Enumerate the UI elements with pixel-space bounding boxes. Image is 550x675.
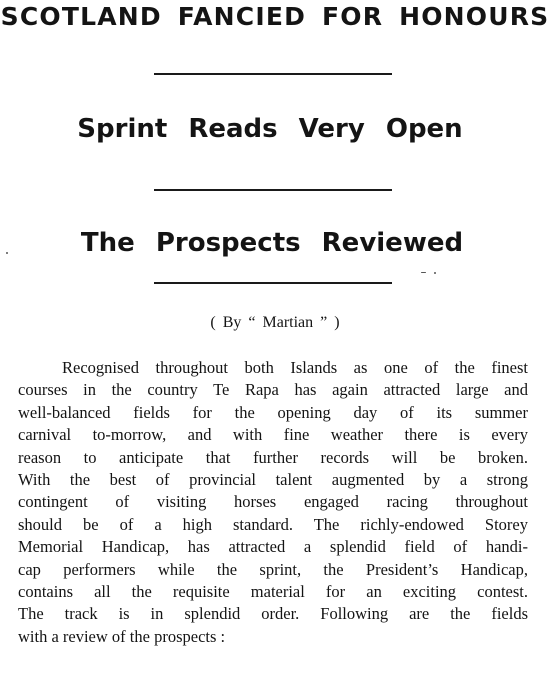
body-line: contains all the requisite material for an exciting contest. — [18, 581, 528, 601]
body-line: contingent of visiting horses engaged racing throughout — [18, 492, 528, 512]
body-line: well-balanced fields for the opening day of its summer — [18, 402, 528, 422]
byline: ( By “ Martian ” ) — [210, 314, 340, 331]
print-speck — [421, 272, 426, 273]
body-line: with a review of the prospects : — [18, 626, 226, 646]
body-line: With the best of provincial talent augmented by a strong — [18, 469, 528, 489]
subheading-prospects: The Prospects Reviewed — [80, 228, 464, 258]
body-line: Recognised throughout both Islands as one of the finest — [62, 358, 528, 377]
body-line: reason to anticipate that further records will be broken. — [18, 447, 528, 467]
body-line: should be of a high standard. The richly-endowed Storey — [18, 514, 528, 534]
body-line: carnival to-morrow, and with fine weather there is every — [18, 425, 528, 445]
body-line: The track is in splendid order. Following are the fields — [18, 604, 528, 624]
body-line: Memorial Handicap, has attracted a splendid field of handi- — [18, 537, 528, 557]
divider-rule — [154, 282, 392, 284]
headline: SCOTLAND FANCIED FOR HONOURS — [0, 2, 550, 31]
divider-rule — [154, 73, 392, 75]
body-line: cap performers while the sprint, the President’s Handicap, — [18, 559, 528, 579]
print-speck — [6, 252, 8, 254]
print-speck — [434, 272, 436, 274]
subheading-sprint: Sprint Reads Very Open — [77, 114, 463, 144]
body-line: courses in the country Te Rapa has again attracted large and — [18, 380, 528, 400]
divider-rule — [154, 189, 392, 191]
article-body — [18, 357, 528, 648]
